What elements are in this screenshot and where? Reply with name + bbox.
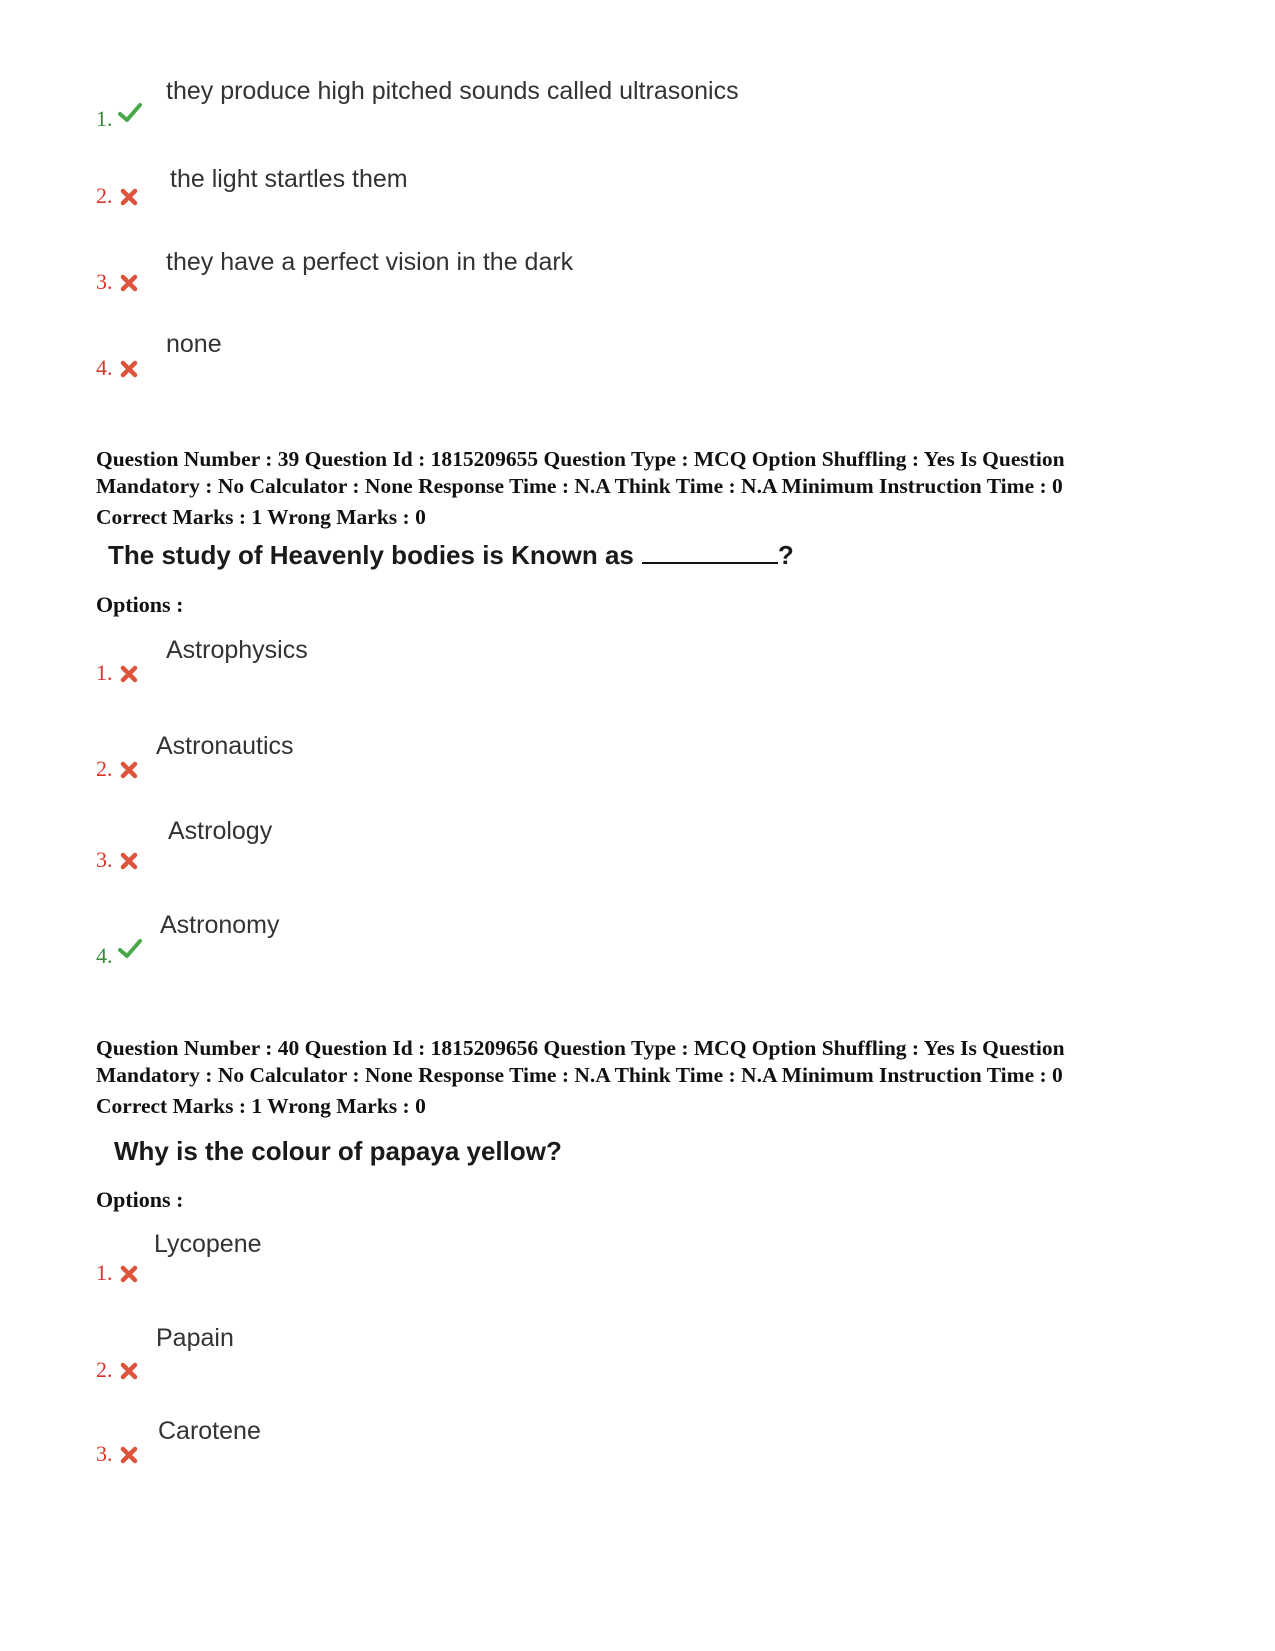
options-label: Options : bbox=[96, 1187, 184, 1212]
question-end: ? bbox=[777, 540, 794, 570]
question-meta bbox=[96, 446, 1176, 531]
option-number: 3. bbox=[96, 269, 113, 294]
question-text: Why is the colour of papaya yellow? bbox=[114, 1136, 562, 1166]
cross-icon bbox=[118, 1263, 142, 1285]
meta-line: Correct Marks : 1 Wrong Marks : 0 bbox=[96, 1094, 426, 1118]
option-text: Astronomy bbox=[160, 911, 280, 939]
option-number: 4. bbox=[96, 943, 113, 968]
option-text: Carotene bbox=[158, 1417, 261, 1445]
option-text: Astrophysics bbox=[166, 636, 308, 664]
cross-icon bbox=[118, 358, 142, 380]
option-number: 2. bbox=[96, 183, 113, 208]
cross-icon bbox=[118, 759, 142, 781]
option-text: they produce high pitched sounds called ultrasonics bbox=[166, 77, 739, 105]
option-number: 1. bbox=[96, 1260, 113, 1285]
option-text: Astronautics bbox=[156, 732, 294, 760]
cross-icon bbox=[118, 1444, 142, 1466]
option-number: 1. bbox=[96, 106, 113, 131]
option-number: 3. bbox=[96, 847, 113, 872]
option-text: Astrology bbox=[168, 817, 273, 845]
meta-line: Correct Marks : 1 Wrong Marks : 0 bbox=[96, 505, 426, 529]
meta-line: Question Number : 40 Question Id : 1815209656 Question Type : MCQ Option Shuffling : Yes Is Question bbox=[96, 1036, 1065, 1060]
cross-icon bbox=[118, 186, 142, 208]
check-icon bbox=[118, 102, 142, 124]
meta-line: Mandatory : No Calculator : None Response Time : N.A Think Time : N.A Minimum Instruction Time : 0 bbox=[96, 1063, 1063, 1087]
cross-icon bbox=[118, 850, 142, 872]
cross-icon bbox=[118, 1360, 142, 1382]
check-icon bbox=[118, 938, 142, 960]
cross-icon bbox=[118, 663, 142, 685]
meta-line: Mandatory : No Calculator : None Response Time : N.A Think Time : N.A Minimum Instruction Time : 0 bbox=[96, 474, 1063, 498]
option-text: Papain bbox=[156, 1324, 234, 1352]
option-number: 1. bbox=[96, 660, 113, 685]
cross-icon bbox=[118, 272, 142, 294]
option-number: 2. bbox=[96, 1357, 113, 1382]
option-number: 2. bbox=[96, 756, 113, 781]
question-stem: The study of Heavenly bodies is Known as bbox=[108, 540, 634, 570]
answer-blank bbox=[642, 540, 778, 564]
option-number: 4. bbox=[96, 355, 113, 380]
options-label: Options : bbox=[96, 592, 184, 617]
option-text: Lycopene bbox=[154, 1230, 262, 1258]
option-text: the light startles them bbox=[170, 165, 408, 193]
question-text bbox=[108, 540, 794, 571]
option-number: 3. bbox=[96, 1441, 113, 1466]
option-text: none bbox=[166, 330, 222, 358]
meta-line: Question Number : 39 Question Id : 1815209655 Question Type : MCQ Option Shuffling : Yes Is Question bbox=[96, 447, 1065, 471]
question-meta bbox=[96, 1035, 1176, 1120]
option-text: they have a perfect vision in the dark bbox=[166, 248, 574, 276]
